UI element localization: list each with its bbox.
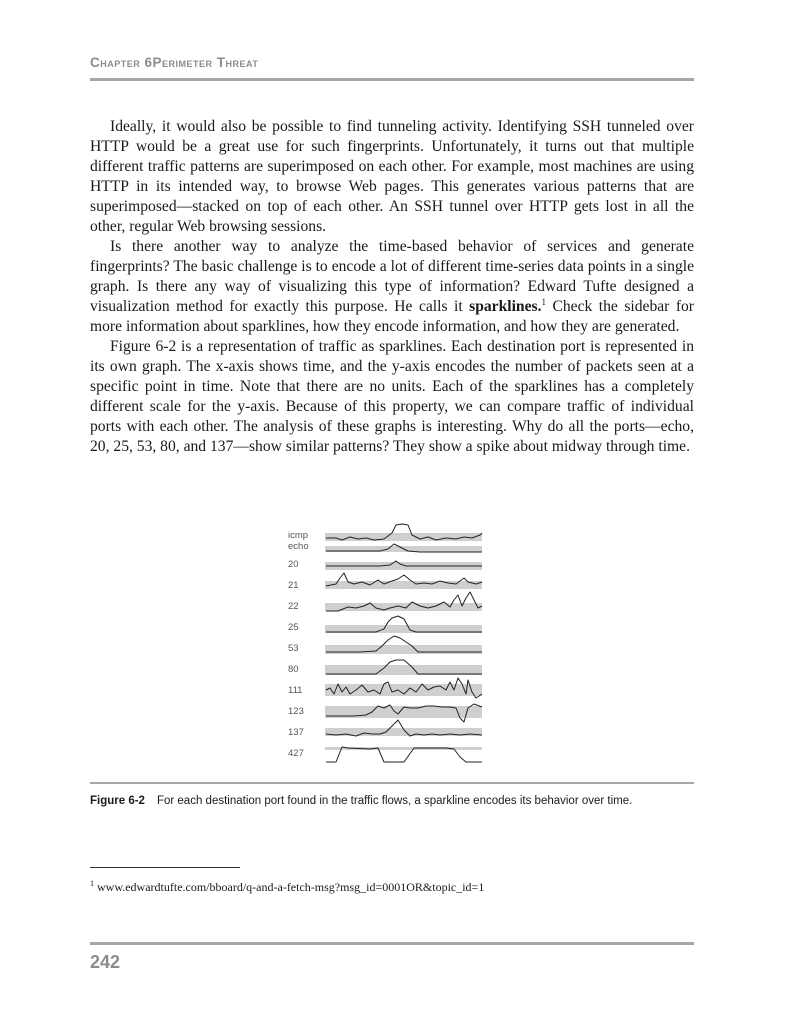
label-25: 25 (288, 622, 299, 633)
footnote-reference[interactable]: 1 (541, 296, 547, 307)
paragraph-2 (90, 237, 694, 337)
label-echo: echo (288, 541, 309, 552)
label-123: 123 (288, 706, 304, 717)
header-rule (90, 78, 694, 81)
figure-label: Figure 6-2 (90, 795, 145, 807)
label-111: 111 (288, 685, 303, 696)
sparklines-period: . (537, 298, 542, 315)
paragraph-2-after: Check the sidebar for more information about sparklines, how they encode information, and how they are generated. (90, 298, 695, 335)
figure-rule (90, 782, 694, 784)
chapter-label: Chapter 6 (90, 55, 153, 70)
body-text (90, 117, 694, 457)
footnote-mark: 1 (90, 879, 94, 888)
label-20: 20 (288, 559, 299, 570)
band-icmp (325, 533, 482, 541)
figure-caption-text: For each destination port found in the traffic flows, a sparkline encodes its behavior over time. (156, 795, 633, 807)
running-header (90, 54, 694, 72)
figure-caption (90, 793, 690, 810)
sparklines-svg (280, 522, 490, 770)
label-80: 80 (288, 664, 299, 675)
paragraph-1: Ideally, it would also be possible to find tunneling activity. Identifying SSH tunneled over HTTP would be a great use for such fingerprints. Unfortunately, it turns out that multiple different traffic patterns are superimposed on each other. For example, most machines are using HTTP in its intended way, to browse Web pages. This generates various patterns that are superimposed—stacked on top of each other. An SSH tunnel over HTTP gets lost in all the other, regular Web browsing sessions. (90, 118, 694, 235)
page-number: 242 (90, 952, 121, 972)
label-icmp: icmp (288, 530, 309, 541)
footnote (90, 876, 690, 895)
footer-rule (90, 942, 694, 945)
label-21: 21 (288, 580, 299, 591)
sparklines-term: sparklines (469, 298, 538, 315)
paragraph-2-before: Is there another way to analyze the time-based behavior of services and generate fingerprints? The basic challenge is to encode a lot of different time-series data points in a single graph. Is there any way of visualizing this type of information? Edward Tufte designed a visualization method for exactly this purpose. He calls it (90, 238, 694, 315)
chapter-title: Perimeter Threat (152, 55, 259, 70)
label-137: 137 (288, 727, 304, 738)
band-53 (325, 645, 482, 654)
sparklines-figure (280, 522, 490, 770)
label-427: 427 (288, 748, 304, 759)
footnote-url[interactable]: www.edwardtufte.com/bboard/q-and-a-fetch-msg?msg_id=0001OR&topic_id=1 (97, 880, 485, 894)
paragraph-3: Figure 6-2 is a representation of traffic as sparklines. Each destination port is represented in its own graph. The x-axis shows time, and the y-axis encodes the number of packets seen at a specific point in time. Note that there are no units. Each of the sparklines has a completely different scale for the y-axis. Because of this property, we can compare traffic of individual ports with each other. The analysis of these graphs is interesting. Why do all the ports—echo, 20, 25, 53, 80, and 137—show similar patterns? They show a spike about midway through time. (90, 338, 694, 455)
label-53: 53 (288, 643, 299, 654)
footnote-rule (90, 867, 240, 868)
label-22: 22 (288, 601, 299, 612)
